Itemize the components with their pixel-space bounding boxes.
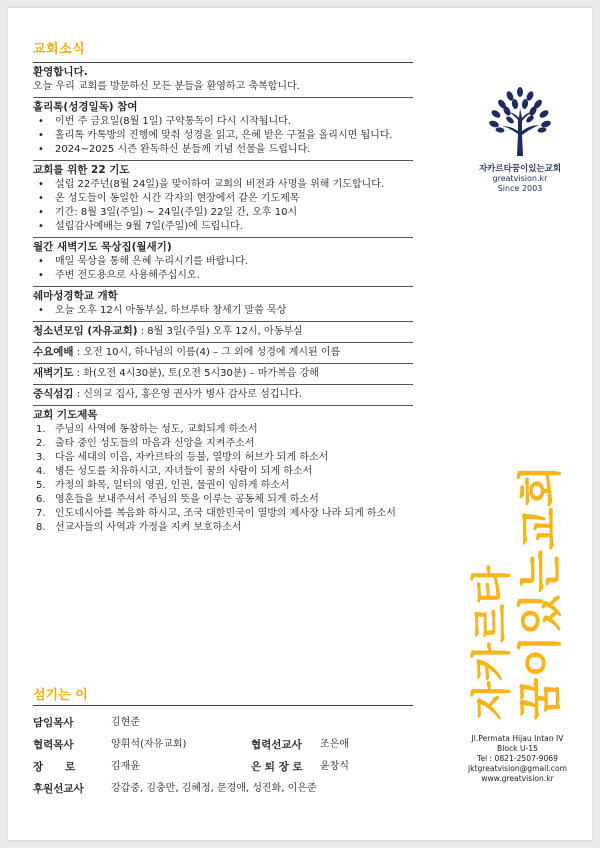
- list-item: [33, 437, 413, 451]
- dawn-block: [33, 364, 413, 385]
- bible-reading-block: [33, 98, 413, 161]
- tree-icon: [480, 84, 560, 156]
- church-news-section: [33, 38, 413, 538]
- item-text: 선교사들의 사역과 가정을 지켜 보호하소서: [55, 522, 242, 533]
- logo-name: 자카르타꿈이있는교회: [478, 164, 562, 174]
- vertical-title-line1: 자카르타: [469, 565, 515, 720]
- list-item: [33, 521, 413, 535]
- item-number: 7.: [36, 508, 46, 519]
- vertical-church-title: [444, 420, 566, 720]
- item-number: 3.: [36, 452, 46, 463]
- list-item: • 설립감사예배는 9월 7일(주일)에 드립니다.: [33, 220, 413, 234]
- item-number: 1.: [36, 424, 46, 435]
- item-text: 다음 세대의 이음, 자카르타의 등불, 열방의 허브가 되게 하소서: [55, 452, 329, 463]
- list-item: [33, 423, 413, 437]
- staff-value: 조은애: [320, 739, 349, 750]
- staff-value: 양휘석(자유교회): [111, 739, 187, 750]
- church-news-title: 교회소식: [33, 42, 86, 57]
- staff-rule: [33, 705, 413, 706]
- staff-label: 은 퇴 장 로: [251, 761, 303, 773]
- welcome-text: 오늘 우리 교회를 방문하신 모든 분들을 환영하고 축복합니다.: [33, 81, 300, 92]
- list-item: • 이번 주 금요일(8월 1일) 구약통독이 다시 시작됩니다.: [33, 115, 413, 129]
- list-item: [33, 451, 413, 465]
- church-logo: [460, 84, 580, 194]
- staff-value: 김현준: [111, 717, 140, 728]
- dawn-label: 새벽기도: [33, 367, 74, 379]
- meal-text: : 신의교 집사, 홍은영 권사가 병사 감사로 섬깁니다.: [73, 389, 302, 400]
- school-heading: 쉐마성경학교 개학: [33, 290, 118, 302]
- list-item: [33, 493, 413, 507]
- youth-text: : 8월 3일(주일) 오후 12시, 아동부실: [137, 326, 303, 337]
- prayer-topics-heading: 교회 기도제목: [33, 409, 98, 421]
- staff-row: [33, 712, 413, 734]
- list-item: • 2024~2025 시즌 완독하신 분들께 기념 선물을 드립니다.: [33, 143, 413, 157]
- devotion-heading: 월간 새벽기도 묵상집(월새기): [33, 241, 172, 253]
- list-item: [33, 479, 413, 493]
- list-item: [33, 465, 413, 479]
- item-text: 가정의 화목, 일터의 영권, 인권, 물권이 임하게 하소서: [55, 480, 290, 491]
- list-item: • 주변 전도용으로 사용해주십시오.: [33, 269, 413, 283]
- prayer22-block: [33, 161, 413, 238]
- address-phone: Tel : 0821-2507-9069: [477, 754, 558, 763]
- list-item: • 기간: 8월 3일(주일) ~ 24일(주일) 22일 간, 오후 10시: [33, 206, 413, 220]
- staff-value: 강갑중, 김충만, 김혜정, 문경애, 성진화, 이은준: [111, 783, 317, 794]
- address-website: www.greatvision.kr: [481, 774, 554, 783]
- staff-label: 협력선교사: [251, 739, 302, 751]
- staff-value: 김재윤: [111, 761, 140, 772]
- address-email: jktgreatvision@gmail.com: [467, 764, 567, 773]
- church-address: [460, 734, 575, 784]
- list-item: • 설립 22주년(8월 24일)을 맞이하여 교회의 비전과 사명을 위해 기도합니다.: [33, 178, 413, 192]
- vertical-title-line2: 꿈이있는교회: [515, 464, 566, 720]
- staff-label: 협력목사: [33, 739, 74, 751]
- list-item: • 매일 묵상을 통해 은혜 누리시기를 바랍니다.: [33, 255, 413, 269]
- list-item: • 홀리톡 카톡방의 진행에 맞춰 성경을 읽고, 은혜 받은 구절을 올리시면 됩니다.: [33, 129, 413, 143]
- wednesday-text: : 오전 10시, 하나님의 이름(4) – 그 외에 성경에 계시된 이름: [73, 347, 341, 358]
- staff-value: 윤창식: [320, 761, 349, 772]
- staff-row: [33, 734, 413, 756]
- item-text: 병든 성도를 치유하시고, 자녀들이 꿈의 사람이 되게 하소서: [55, 466, 313, 477]
- prayer22-heading: 교회를 위한 22 기도: [33, 164, 130, 176]
- wednesday-label: 수요예배: [33, 346, 74, 358]
- meal-block: [33, 385, 413, 406]
- address-line: Block U-15: [497, 744, 538, 753]
- dawn-text: : 화(오전 4시30분), 토(오전 5시30분) – 마가복음 강해: [73, 368, 319, 379]
- staff-row: [33, 756, 413, 778]
- youth-block: [33, 322, 413, 343]
- address-line: Jl.Permata Hijau Intan IV: [471, 734, 564, 743]
- staff-label: 담임목사: [33, 717, 74, 729]
- staff-title: 섬기는 이: [33, 688, 88, 703]
- item-number: 4.: [36, 466, 46, 477]
- item-text: 주님의 사역에 동참하는 성도, 교회되게 하소서: [55, 424, 258, 435]
- wednesday-block: [33, 343, 413, 364]
- list-item: • 온 성도들이 동일한 시간 각자의 현장에서 같은 기도제목: [33, 192, 413, 206]
- school-block: [33, 287, 413, 322]
- welcome-heading: 환영합니다.: [33, 66, 88, 78]
- item-number: 2.: [36, 438, 46, 449]
- item-number: 6.: [36, 494, 46, 505]
- item-text: 영혼들을 보내주셔서 주님의 뜻을 이루는 공동체 되게 하소서: [55, 494, 319, 505]
- welcome-block: [33, 63, 413, 98]
- meal-label: 중식섬김: [33, 388, 74, 400]
- logo-since: Since 2003: [497, 184, 543, 193]
- devotion-block: [33, 238, 413, 287]
- bible-reading-heading: 홀리톡(성경일독) 참여: [33, 101, 138, 113]
- list-item: • 오늘 오후 12시 아동부실, 하브루타 창세기 말씀 묵상: [33, 304, 413, 318]
- staff-row: [33, 778, 413, 800]
- logo-url: greatvision.kr: [492, 174, 548, 183]
- item-number: 5.: [36, 480, 46, 491]
- item-text: 출타 중인 성도들의 마음과 신앙을 지켜주소서: [55, 438, 255, 449]
- staff-label: 후원선교사: [33, 783, 84, 795]
- item-text: 인도네시아를 복음화 하시고, 조국 대한민국이 열방의 제사장 나라 되게 하소서: [55, 508, 396, 519]
- youth-label: 청소년모임 (자유교회): [33, 325, 138, 337]
- staff-label: 장 로: [33, 761, 76, 773]
- staff-list: [33, 712, 413, 800]
- prayer-topics-block: [33, 406, 413, 538]
- item-number: 8.: [36, 522, 46, 533]
- list-item: [33, 507, 413, 521]
